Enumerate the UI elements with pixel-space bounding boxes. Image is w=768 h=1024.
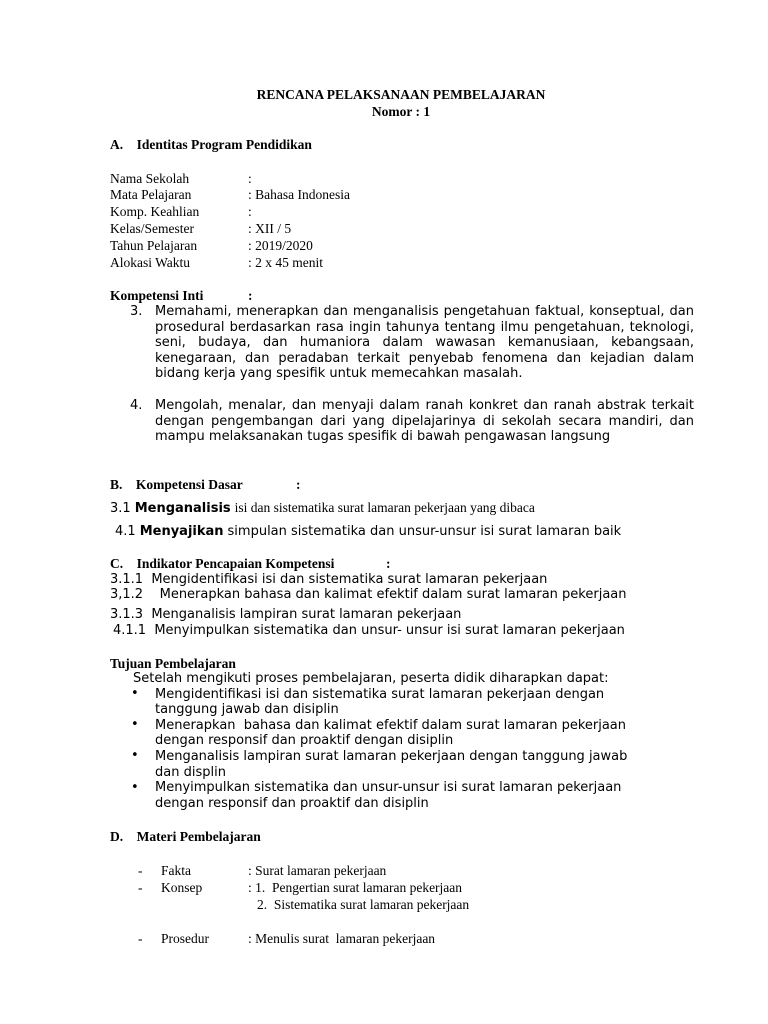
list-item: dengan responsif dan proaktif dan disiplin — [155, 796, 429, 811]
list-item: dengan responsif dan proaktif dengan disiplin — [155, 733, 454, 748]
kd-item — [115, 522, 621, 540]
bullet-icon: • — [131, 780, 139, 795]
list-item: Menyimpulkan sistematika dan unsur-unsur isi surat lamaran pekerjaan — [155, 780, 622, 795]
document-title: RENCANA PELAKSANAAN PEMBELAJARAN — [256, 87, 546, 102]
identity-value: : — [248, 171, 252, 186]
indikator-item: 3,1.2 Menerapkan bahasa dan kalimat efektif dalam surat lamaran pekerjaan — [110, 587, 627, 602]
identity-value: : 2 x 45 menit — [248, 255, 323, 270]
section-c-heading: C. Indikator Pencapaian Kompetensi — [110, 556, 335, 571]
bullet-icon: • — [131, 748, 139, 763]
identity-label: Nama Sekolah — [110, 171, 190, 186]
indikator-item: 3.1.1 Mengidentifikasi isi dan sistematika surat lamaran pekerjaan — [110, 572, 548, 587]
tujuan-heading: Tujuan Pembelajaran — [110, 656, 236, 671]
ki-item-text: Memahami, menerapkan dan menganalisis pengetahuan faktual, konseptual, dan prosedural berdasarkan rasa ingin tahunya tentang ilmu pengetahuan, teknologi, seni, budaya, dan humaniora dalam wawasan kemanusiaan, kebangsaan, kenegaraan, dan peradaban terkait penyebab fenomena dan kejadian dalam bidang kerja yang spesifik untuk memecahkan masalah. — [155, 304, 694, 382]
identity-label: Kelas/Semester — [110, 221, 194, 236]
materi-label: Prosedur — [161, 931, 209, 946]
ki-number: 3. — [130, 304, 143, 319]
identity-label: Alokasi Waktu — [110, 255, 191, 270]
materi-value: 2. Sistematika surat lamaran pekerjaan — [257, 897, 470, 912]
kd-number: 4.1 — [115, 524, 136, 539]
indikator-item: 3.1.3 Menganalisis lampiran surat lamaran pekerjaan — [110, 607, 462, 622]
kd-number: 3.1 — [110, 501, 131, 516]
kd-text: simpulan sistematika dan unsur-unsur isi surat lamaran baik — [227, 524, 622, 539]
kd-item — [110, 499, 535, 517]
materi-dash: - — [138, 880, 143, 895]
materi-dash: - — [138, 863, 143, 878]
bullet-icon: • — [131, 686, 139, 701]
materi-value: : 1. Pengertian surat lamaran pekerjaan — [248, 880, 463, 895]
list-item: dan displin — [155, 765, 226, 780]
kompetensi-inti-colon: : — [248, 288, 253, 303]
section-d-heading: D. Materi Pembelajaran — [110, 829, 261, 844]
kompetensi-inti-heading: Kompetensi Inti — [110, 288, 204, 303]
identity-label: Komp. Keahlian — [110, 204, 200, 219]
indikator-item: 4.1.1 Menyimpulkan sistematika dan unsur- unsur isi surat lamaran pekerjaan — [113, 623, 625, 638]
section-b-colon: : — [296, 477, 301, 492]
identity-label: Mata Pelajaran — [110, 187, 192, 202]
section-b-heading: B. Kompetensi Dasar — [110, 477, 243, 492]
kd-verb: Menyajikan — [139, 524, 224, 539]
kd-text: isi dan sistematika surat lamaran pekerjaan yang dibaca — [234, 500, 535, 515]
document-number: Nomor : 1 — [371, 104, 431, 119]
kd-verb: Menganalisis — [134, 501, 231, 516]
section-c-colon: : — [386, 556, 391, 571]
identity-value: : 2019/2020 — [248, 238, 313, 253]
section-a-heading: A. Identitas Program Pendidikan — [110, 137, 312, 152]
ki-item-text: Mengolah, menalar, dan menyaji dalam ranah konkret dan ranah abstrak terkait dengan pengembangan dari yang dipelajarinya di sekolah secara mandiri, dan mampu melaksanakan tugas spesifik di bawah pengawasan langsung — [155, 398, 694, 445]
identity-value: : XII / 5 — [248, 221, 292, 236]
bullet-icon: • — [131, 717, 139, 732]
list-item: tanggung jawab dan disiplin — [155, 702, 339, 717]
identity-label: Tahun Pelajaran — [110, 238, 198, 253]
materi-value: : Menulis surat lamaran pekerjaan — [248, 931, 436, 946]
identity-value: : — [248, 204, 252, 219]
materi-value: : Surat lamaran pekerjaan — [248, 863, 387, 878]
list-item: Menganalisis lampiran surat lamaran pekerjaan dengan tanggung jawab — [155, 749, 628, 764]
materi-label: Konsep — [161, 880, 203, 895]
tujuan-intro: Setelah mengikuti proses pembelajaran, peserta didik diharapkan dapat: — [133, 671, 609, 686]
materi-dash: - — [138, 931, 143, 946]
list-item: Mengidentifikasi isi dan sistematika surat lamaran pekerjaan dengan — [155, 687, 605, 702]
materi-label: Fakta — [161, 863, 191, 878]
identity-value: : Bahasa Indonesia — [248, 187, 350, 202]
ki-number: 4. — [130, 398, 143, 413]
list-item: Menerapkan bahasa dan kalimat efektif dalam surat lamaran pekerjaan — [155, 718, 627, 733]
